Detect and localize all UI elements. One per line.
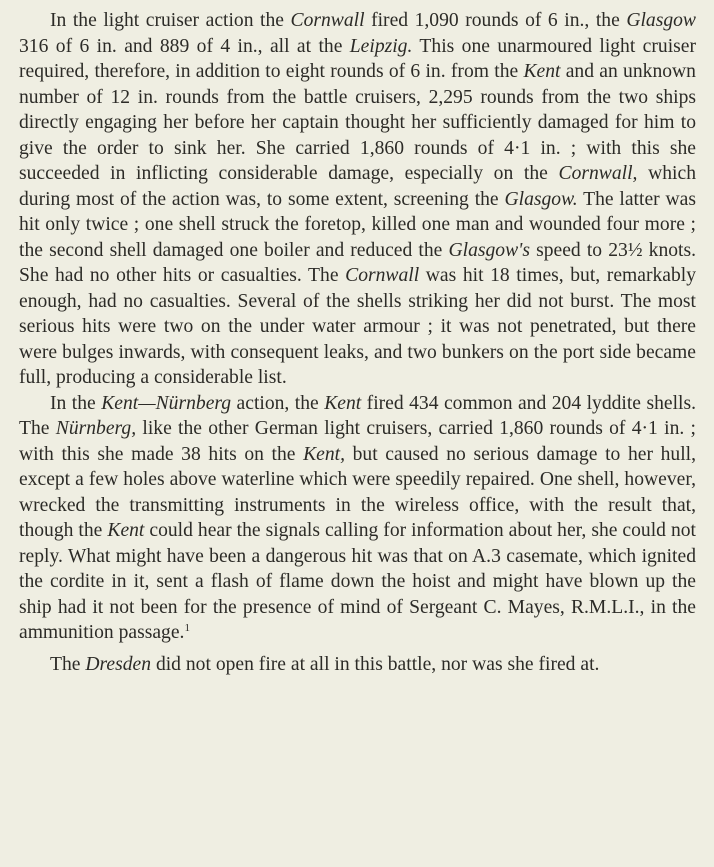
text-run: like the other German light cruisers, carried 1,860 rounds of 4·1 in. ; with this she made 38 hits on the: [19, 418, 696, 465]
text-run: but caused no serious damage to her hull, except a few holes above waterline which were speedily repaired. One shell, however, wrecked the transmitting instruments in the wireless office, with the result that, though the: [19, 443, 696, 541]
text-run: and an unknown number of 12 in. rounds from the battle cruisers, 2,295 rounds from the two ships directly engaging her before her captain thought her sufficiently damaged for him to give the order to sink her. She carried 1,860 rounds of 4·1 in. ; with this she succeeded in inflicting considerable damage, especially on the: [19, 61, 696, 184]
text-run: was hit 18 times, but, remarkably enough, had no casualties. Several of the shells striking her did not burst. The most serious hits were two on the under water armour ; it was not penetrated, but there were bulges inwards, with consequent leaks, and two bunkers on the port side became full, producing a considerable list.: [19, 265, 697, 388]
italic-ship-name: Kent: [107, 520, 145, 541]
italic-ship-name: Kent,: [303, 443, 346, 465]
paragraph-kent-nurnberg-action: [19, 391, 696, 646]
text-run: 316 of 6 in. and 889 of 4 in., all at the: [19, 35, 350, 57]
text-run: The latter was hit only twice ; one shell struck the foretop, killed one man and wounded four more ; the second shell damaged one boiler and reduced the: [19, 188, 696, 261]
italic-ship-name: Nürnberg,: [55, 418, 137, 439]
body-text: [19, 8, 696, 677]
text-run: which during most of the action was, to some extent, screening the: [19, 163, 696, 210]
text-run: In the: [50, 392, 102, 414]
italic-ship-name: Leipzig.: [349, 35, 413, 57]
text-run: speed to 23½ knots. She had no other hits or casualties. The: [19, 239, 697, 286]
text-run: action, the: [231, 392, 325, 414]
italic-ship-name: Kent—Nürnberg: [101, 392, 232, 414]
paragraph-light-cruiser-action: [19, 8, 696, 391]
italic-ship-name: Kent: [324, 392, 362, 414]
text-run: fired 1,090 rounds of 6 in., the: [364, 10, 627, 31]
text-run: This one unarmoured light cruiser required, therefore, in addition to eight rounds of 6 in. from the: [19, 35, 696, 82]
italic-ship-name: Glasgow: [626, 10, 696, 31]
text-run: The: [50, 653, 86, 675]
italic-ship-name: Kent: [523, 61, 561, 82]
italic-ship-name: Dresden: [85, 653, 152, 675]
text-run: In the light cruiser action the: [50, 10, 291, 31]
paragraph-dresden: [19, 652, 696, 678]
italic-ship-name: Cornwall: [290, 10, 365, 31]
text-run: did not open fire at all in this battle, nor was she fired at.: [151, 653, 600, 675]
footnote-marker: 1: [184, 622, 190, 634]
text-run: fired 434 common and 204 lyddite shells. The: [19, 392, 696, 439]
italic-ship-name: Cornwall: [345, 265, 420, 286]
italic-ship-name: Glasgow.: [504, 188, 578, 210]
italic-ship-name: Glasgow's: [448, 239, 530, 261]
text-run: could hear the signals calling for information about her, she could not reply. What might have been a dangerous hit was that on A.3 casemate, which ignited the cordite in it, sent a flash of flame down the hoist and might have blown up the ship had it not been for the presence of mind of Sergeant C. Mayes, R.M.L.I., in the ammunition passage.: [19, 520, 696, 643]
italic-ship-name: Cornwall,: [558, 163, 638, 184]
